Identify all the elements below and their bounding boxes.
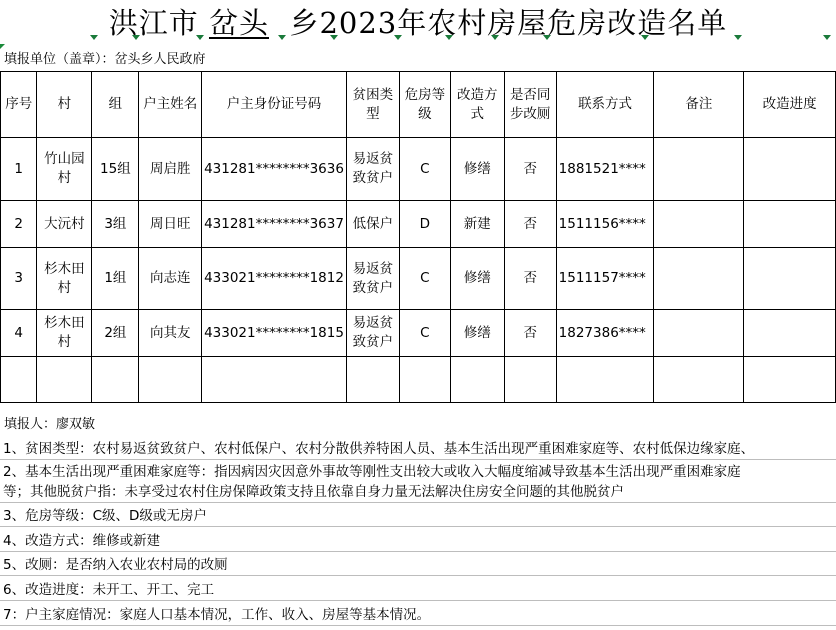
table-cell[interactable]: 易返贫致贫户	[346, 310, 399, 357]
table-cell[interactable]: C	[399, 138, 450, 201]
table-cell[interactable]: 易返贫致贫户	[346, 138, 399, 201]
table-cell[interactable]	[654, 201, 744, 248]
dropdown-marker-icon[interactable]	[490, 33, 499, 42]
table-cell[interactable]	[744, 248, 836, 310]
table-cell[interactable]	[399, 357, 450, 403]
table-cell[interactable]: 周启胜	[139, 138, 202, 201]
dropdown-marker-icon[interactable]	[733, 33, 742, 42]
dropdown-marker-icon[interactable]	[822, 33, 831, 42]
table-cell[interactable]	[744, 201, 836, 248]
note-line: 1、贫困类型：农村易返贫致贫户、农村低保户、农村分散供养特困人员、基本生活出现严重困难家庭等、农村低保边缘家庭、	[0, 440, 836, 460]
table-cell[interactable]: 1511157****	[556, 248, 654, 310]
dropdown-marker-icon[interactable]	[195, 33, 204, 42]
table-cell[interactable]: 2组	[92, 310, 139, 357]
table-cell[interactable]: 新建	[450, 201, 504, 248]
table-cell[interactable]	[202, 357, 347, 403]
table-cell[interactable]: 大沅村	[37, 201, 92, 248]
note-line: 3、危房等级：C级、D级或无房户	[0, 507, 836, 527]
header-cell: 改造方式	[450, 72, 504, 138]
table-cell[interactable]: 杉木田村	[37, 310, 92, 357]
table-cell[interactable]: 1511156****	[556, 201, 654, 248]
table-cell[interactable]	[504, 357, 556, 403]
table-row	[1, 310, 836, 357]
table-cell[interactable]: 3	[1, 248, 37, 310]
table-cell[interactable]: 4	[1, 310, 37, 357]
table-cell[interactable]: 修缮	[450, 138, 504, 201]
table-cell[interactable]	[139, 357, 202, 403]
table-cell[interactable]: 15组	[92, 138, 139, 201]
header-cell: 组	[92, 72, 139, 138]
dropdown-marker-icon[interactable]	[89, 33, 98, 42]
dropdown-marker-icon[interactable]	[131, 33, 140, 42]
table-row	[1, 201, 836, 248]
table-cell[interactable]: 2	[1, 201, 37, 248]
table-cell[interactable]: 否	[504, 248, 556, 310]
table-cell[interactable]	[654, 310, 744, 357]
table-cell[interactable]: 竹山园村	[37, 138, 92, 201]
title-town: 岔头	[208, 6, 269, 40]
dropdown-marker-icon[interactable]	[542, 33, 551, 42]
table-cell[interactable]: C	[399, 248, 450, 310]
unit-line: 填报单位（盖章）：岔头乡人民政府	[4, 52, 206, 67]
table-cell[interactable]: 周日旺	[139, 201, 202, 248]
table-cell[interactable]: 433021********1815	[202, 310, 347, 357]
note-line: 等；其他脱贫户指：未享受过农村住房保障政策支持且依靠自身力量无法解决住房安全问题的其他脱贫户	[0, 483, 836, 503]
table-cell[interactable]: 否	[504, 201, 556, 248]
table-row	[1, 138, 836, 201]
header-cell: 序号	[1, 72, 37, 138]
table-cell[interactable]	[654, 138, 744, 201]
table-cell[interactable]	[92, 357, 139, 403]
note-line: 6、改造进度：未开工、开工、完工	[0, 581, 836, 601]
page-title	[0, 0, 836, 44]
table-cell[interactable]: 修缮	[450, 310, 504, 357]
dropdown-marker-icon[interactable]	[640, 33, 649, 42]
table-cell[interactable]	[37, 357, 92, 403]
table-cell[interactable]: 易返贫致贫户	[346, 248, 399, 310]
table-cell[interactable]	[346, 357, 399, 403]
header-cell: 危房等级	[399, 72, 450, 138]
table-cell[interactable]	[556, 357, 654, 403]
table-header-row	[1, 72, 836, 138]
note-line: 5、改厕：是否纳入农业农村局的改厕	[0, 556, 836, 576]
table-cell[interactable]: 1881521****	[556, 138, 654, 201]
table-cell[interactable]: 低保户	[346, 201, 399, 248]
table-cell[interactable]	[1, 357, 37, 403]
table-cell[interactable]	[744, 310, 836, 357]
table-row	[1, 357, 836, 403]
header-cell: 户主姓名	[139, 72, 202, 138]
table-cell[interactable]: C	[399, 310, 450, 357]
header-cell: 是否同步改厕	[504, 72, 556, 138]
table-cell[interactable]: 431281********3636	[202, 138, 347, 201]
table-cell[interactable]: 1	[1, 138, 37, 201]
table-cell[interactable]: 向其友	[139, 310, 202, 357]
table-cell[interactable]: 修缮	[450, 248, 504, 310]
table-row	[1, 248, 836, 310]
table-cell[interactable]: 433021********1812	[202, 248, 347, 310]
table-cell[interactable]: D	[399, 201, 450, 248]
title-rest: 乡2023年农村房屋危房改造名单	[289, 6, 728, 40]
table-cell[interactable]: 3组	[92, 201, 139, 248]
table-cell[interactable]: 否	[504, 138, 556, 201]
header-cell: 联系方式	[556, 72, 654, 138]
housing-table	[0, 71, 836, 403]
header-cell: 改造进度	[744, 72, 836, 138]
table-cell[interactable]: 431281********3637	[202, 201, 347, 248]
table-cell[interactable]: 向志连	[139, 248, 202, 310]
dropdown-marker-icon[interactable]	[444, 33, 453, 42]
dropdown-marker-icon[interactable]	[277, 33, 286, 42]
table-cell[interactable]: 1组	[92, 248, 139, 310]
table-cell[interactable]: 否	[504, 310, 556, 357]
table-cell[interactable]	[654, 357, 744, 403]
table-cell[interactable]	[744, 357, 836, 403]
title-city: 洪江市	[108, 6, 199, 40]
table-cell[interactable]: 1827386****	[556, 310, 654, 357]
reporter-line: 填报人：廖双敏	[4, 417, 96, 432]
header-cell: 备注	[654, 72, 744, 138]
note-line: 7：户主家庭情况：家庭人口基本情况，工作、收入、房屋等基本情况。	[0, 606, 836, 626]
note-line: 4、改造方式：维修或新建	[0, 532, 836, 552]
header-cell: 贫困类型	[346, 72, 399, 138]
note-line: 2、基本生活出现严重困难家庭等：指因病因灾因意外事故等刚性支出较大或收入大幅度缩减导致基本生活出现严重困难家庭	[3, 464, 741, 480]
table-cell[interactable]: 杉木田村	[37, 248, 92, 310]
header-cell: 户主身份证号码	[202, 72, 347, 138]
dropdown-marker-icon[interactable]	[393, 33, 402, 42]
table-cell[interactable]	[654, 248, 744, 310]
dropdown-marker-icon[interactable]	[329, 33, 338, 42]
header-cell: 村	[37, 72, 92, 138]
table-cell[interactable]	[744, 138, 836, 201]
table-cell[interactable]	[450, 357, 504, 403]
